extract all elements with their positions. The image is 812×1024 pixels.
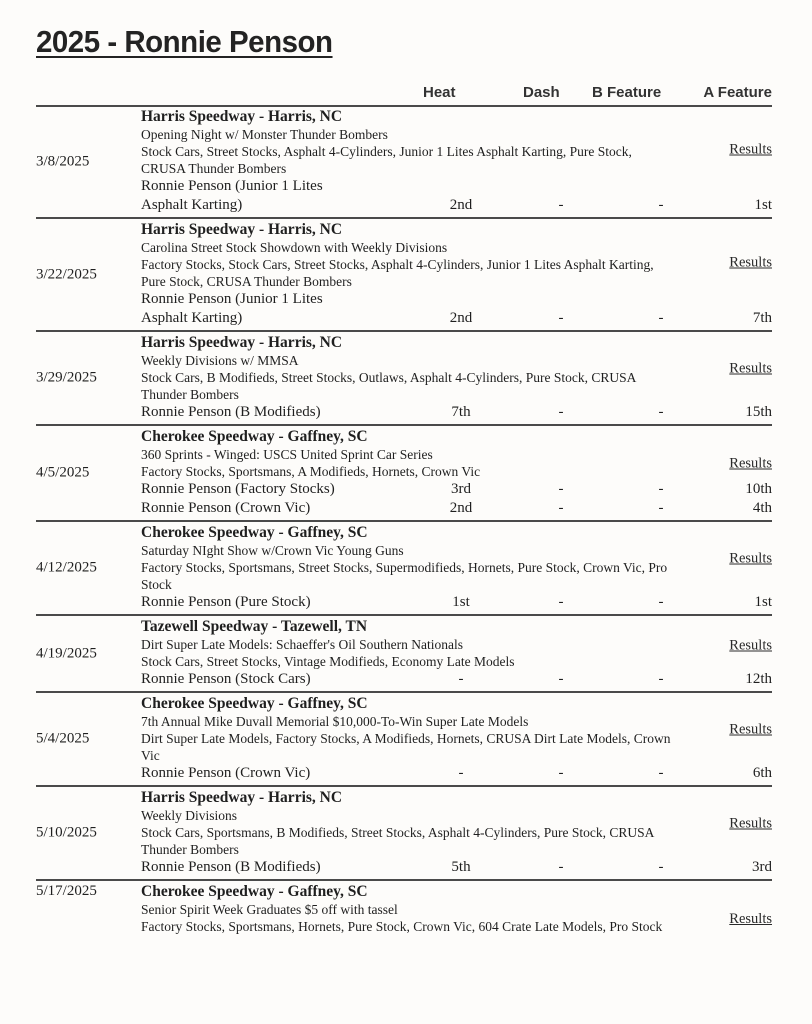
b-feature-result: - (658, 594, 664, 610)
track-name: Tazewell Speedway - Tazewell, TN (141, 618, 368, 635)
event-name: Senior Spirit Week Graduates $5 off with tassel (141, 902, 398, 917)
dash-result: - (558, 594, 564, 610)
a-feature-result: 12th (745, 671, 772, 687)
b-feature-result: - (658, 765, 664, 781)
results-link[interactable]: Results (729, 815, 772, 832)
results-link[interactable]: Results (729, 455, 772, 472)
a-feature-result: 3rd (752, 859, 772, 875)
event-row (36, 616, 772, 693)
b-feature-result: - (658, 859, 664, 875)
event-divisions: Stock Cars, Street Stocks, Asphalt 4-Cylinders, Junior 1 Lites Asphalt Karting, Pure Stock, CRUSA Thunder Bombers (141, 144, 632, 176)
b-feature-result: - (658, 197, 664, 213)
event-name: Carolina Street Stock Showdown with Weekly Divisions (141, 240, 448, 255)
a-feature-result: 4th (752, 500, 772, 516)
event-name: 7th Annual Mike Duvall Memorial $10,000-To-Win Super Late Models (141, 714, 529, 729)
heat-result: 2nd (449, 197, 473, 213)
event-row (36, 426, 772, 522)
dash-result: - (558, 765, 564, 781)
results-link[interactable]: Results (729, 550, 772, 567)
driver-entry (36, 290, 772, 328)
column-header-dash: Dash (523, 84, 560, 101)
results-link[interactable]: Results (729, 254, 772, 271)
driver-entry (36, 858, 772, 877)
event-date: 4/12/2025 (36, 559, 97, 576)
driver-entry (36, 593, 772, 612)
heat-result: 2nd (449, 310, 473, 326)
event-divisions: Stock Cars, Street Stocks, Vintage Modifieds, Economy Late Models (141, 654, 515, 669)
track-name: Cherokee Speedway - Gaffney, SC (141, 695, 368, 712)
page-title: 2025 - Ronnie Penson (36, 24, 333, 59)
table-header (36, 84, 772, 107)
results-link[interactable]: Results (729, 721, 772, 738)
dash-result: - (558, 671, 564, 687)
driver-class: Ronnie Penson (Junior 1 Lites Asphalt Karting) (141, 291, 323, 326)
event-row (36, 693, 772, 787)
driver-class: Ronnie Penson (Factory Stocks) (141, 481, 335, 497)
column-header-b-feature: B Feature (592, 84, 662, 101)
event-date: 4/19/2025 (36, 645, 97, 661)
b-feature-result: - (658, 310, 664, 326)
b-feature-result: - (658, 481, 664, 497)
driver-class: Ronnie Penson (Crown Vic) (141, 765, 311, 781)
track-name: Cherokee Speedway - Gaffney, SC (141, 524, 368, 541)
results-link[interactable]: Results (729, 141, 772, 158)
event-row (36, 522, 772, 616)
driver-class: Ronnie Penson (B Modifieds) (141, 404, 321, 420)
driver-entry (36, 499, 772, 518)
track-name: Harris Speedway - Harris, NC (141, 334, 343, 351)
event-date: 3/29/2025 (36, 369, 97, 386)
driver-class: Ronnie Penson (Crown Vic) (141, 500, 311, 516)
event-name: Opening Night w/ Monster Thunder Bombers (141, 127, 388, 142)
event-divisions: Dirt Super Late Models, Factory Stocks, A Modifieds, Hornets, CRUSA Dirt Late Models, Crown Vic (141, 731, 671, 763)
driver-class: Ronnie Penson (Stock Cars) (141, 671, 311, 687)
event-date: 5/4/2025 (36, 730, 90, 747)
event-date: 3/8/2025 (36, 153, 90, 169)
driver-entry (36, 403, 772, 422)
event-divisions: Factory Stocks, Sportsmans, A Modifieds, Hornets, Crown Vic (141, 464, 481, 479)
driver-class: Ronnie Penson (Pure Stock) (141, 594, 311, 610)
event-divisions: Factory Stocks, Sportsmans, Hornets, Pure Stock, Crown Vic, 604 Crate Late Models, Pro Stock (141, 919, 663, 934)
event-name: Weekly Divisions (141, 808, 238, 823)
track-name: Harris Speedway - Harris, NC (141, 108, 343, 125)
event-name: Dirt Super Late Models: Schaeffer's Oil Southern Nationals (141, 637, 463, 652)
track-name: Harris Speedway - Harris, NC (141, 221, 343, 238)
event-row (36, 787, 772, 881)
a-feature-result: 6th (752, 765, 772, 781)
dash-result: - (558, 197, 564, 213)
b-feature-result: - (658, 671, 664, 687)
dash-result: - (558, 481, 564, 497)
event-divisions: Stock Cars, Sportsmans, B Modifieds, Street Stocks, Asphalt 4-Cylinders, Pure Stock, CRUSA Thunder Bombers (141, 825, 654, 857)
event-row (36, 219, 772, 332)
b-feature-result: - (658, 404, 664, 420)
event-name: Weekly Divisions w/ MMSA (141, 353, 299, 368)
a-feature-result: 1st (754, 594, 772, 610)
track-name: Cherokee Speedway - Gaffney, SC (141, 883, 368, 900)
a-feature-result: 7th (752, 310, 772, 326)
driver-class: Ronnie Penson (B Modifieds) (141, 859, 321, 875)
dash-result: - (558, 859, 564, 875)
event-date: 5/10/2025 (36, 824, 97, 841)
event-name: 360 Sprints - Winged: USCS United Sprint Car Series (141, 447, 433, 462)
track-name: Harris Speedway - Harris, NC (141, 789, 343, 806)
heat-result: 7th (451, 404, 471, 420)
column-header-heat: Heat (423, 84, 456, 101)
results-link[interactable]: Results (729, 360, 772, 377)
event-row (36, 332, 772, 426)
dash-result: - (558, 404, 564, 420)
a-feature-result: 10th (745, 481, 772, 497)
a-feature-result: 15th (745, 404, 772, 420)
event-divisions: Factory Stocks, Stock Cars, Street Stocks, Asphalt 4-Cylinders, Junior 1 Lites Asphalt Karting, Pure Stock, CRUSA Thunder Bombers (141, 257, 654, 289)
driver-class: Ronnie Penson (Junior 1 Lites Asphalt Karting) (141, 178, 323, 213)
driver-entry (36, 764, 772, 783)
driver-entry (36, 480, 772, 499)
dash-result: - (558, 500, 564, 516)
heat-result: - (458, 671, 464, 687)
heat-result: 2nd (449, 500, 473, 516)
heat-result: 5th (451, 859, 471, 875)
b-feature-result: - (658, 500, 664, 516)
event-row (36, 106, 772, 219)
event-date: 5/17/2025 (36, 883, 97, 899)
heat-result: 3rd (451, 481, 471, 497)
dash-result: - (558, 310, 564, 326)
column-header-a-feature: A Feature (703, 84, 772, 101)
heat-result: 1st (452, 594, 470, 610)
event-name: Saturday NIght Show w/Crown Vic Young Guns (141, 543, 404, 558)
a-feature-result: 1st (754, 197, 772, 213)
event-date: 3/22/2025 (36, 266, 97, 282)
event-divisions: Factory Stocks, Sportsmans, Street Stocks, Supermodifieds, Hornets, Pure Stock, Crown Vic, Pro Stock (141, 560, 668, 592)
driver-entry (36, 177, 772, 215)
track-name: Cherokee Speedway - Gaffney, SC (141, 428, 368, 445)
event-date: 4/5/2025 (36, 464, 90, 481)
results-link[interactable]: Results (729, 911, 772, 927)
event-row (36, 881, 772, 937)
driver-entry (36, 670, 772, 689)
heat-result: - (458, 765, 464, 781)
event-divisions: Stock Cars, B Modifieds, Street Stocks, Outlaws, Asphalt 4-Cylinders, Pure Stock, CRUSA Thunder Bombers (141, 370, 636, 402)
results-link[interactable]: Results (729, 637, 772, 654)
event-list (36, 106, 772, 937)
